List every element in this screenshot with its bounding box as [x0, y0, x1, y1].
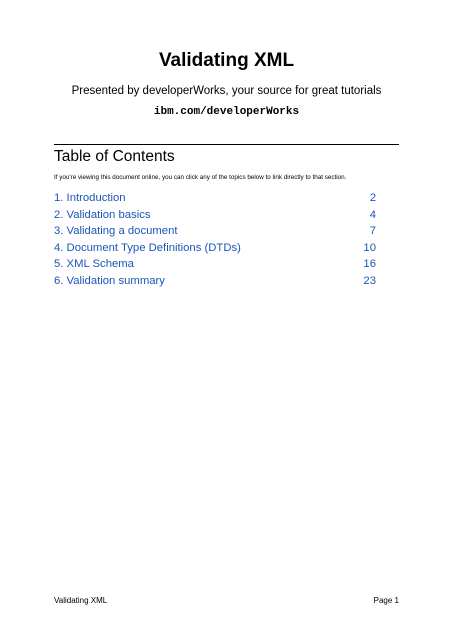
toc-item-label: 6. Validation summary — [54, 274, 165, 287]
toc-item-dtds[interactable] — [54, 240, 376, 257]
toc-item-page: 4 — [369, 208, 376, 221]
horizontal-rule — [54, 144, 399, 145]
toc-item-introduction[interactable] — [54, 190, 376, 207]
toc-item-page: 23 — [363, 274, 376, 287]
toc-list — [54, 190, 376, 290]
toc-item-label: 1. Introduction — [54, 192, 126, 204]
toc-heading: Table of Contents — [54, 148, 175, 165]
toc-item-page: 7 — [369, 225, 376, 238]
toc-item-label: 5. XML Schema — [54, 258, 134, 271]
toc-item-validating-a-document[interactable] — [54, 223, 376, 240]
site-url: ibm.com/developerWorks — [153, 106, 300, 118]
toc-note: If you're viewing this document online, you can click any of the topics below to link directly to that section. — [54, 174, 347, 181]
toc-item-xml-schema[interactable] — [54, 256, 376, 273]
toc-item-label: 4. Document Type Definitions (DTDs) — [54, 241, 241, 254]
toc-item-validation-summary[interactable] — [54, 273, 376, 290]
toc-item-page: 16 — [363, 258, 376, 271]
toc-item-page: 2 — [369, 192, 376, 204]
toc-item-label: 3. Validating a document — [54, 225, 178, 238]
document-subtitle: Presented by developerWorks, your source for great tutorials — [71, 85, 382, 97]
toc-item-page: 10 — [363, 241, 376, 254]
footer-title: Validating XML — [54, 596, 108, 605]
document-title: Validating XML — [158, 50, 295, 71]
footer-page-number: Page 1 — [373, 596, 399, 605]
toc-item-validation-basics[interactable] — [54, 207, 376, 224]
toc-item-label: 2. Validation basics — [54, 208, 151, 221]
